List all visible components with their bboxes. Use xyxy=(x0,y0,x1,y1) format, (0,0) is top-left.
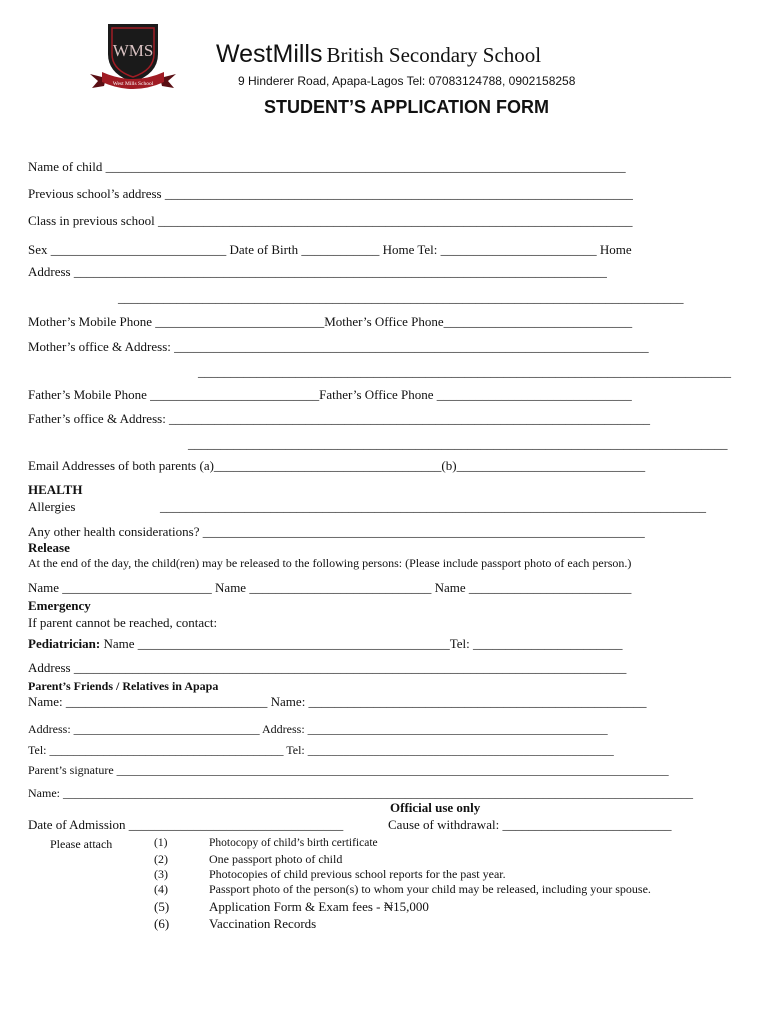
father-office-address-field[interactable]: Father’s office & Address: __________________________________________________________________________ xyxy=(28,411,651,426)
allergies-field[interactable]: ____________________________________________________________________________________ xyxy=(160,499,706,514)
home-address-field[interactable]: Address __________________________________________________________________________________ xyxy=(28,264,607,279)
name-of-child-field[interactable]: Name of child ________________________________________________________________________________ xyxy=(28,159,626,174)
other-health-field[interactable]: Any other health considerations? ____________________________________________________________________ xyxy=(28,524,645,539)
school-address: 9 Hinderer Road, Apapa-Lagos Tel: 07083124788, 0902158258 xyxy=(238,74,576,88)
date-of-admission-field[interactable]: Date of Admission _________________________________ xyxy=(28,817,344,832)
release-heading: Release xyxy=(28,540,70,555)
release-names-row[interactable]: Name _______________________ Name ____________________________ Name _________________________ xyxy=(28,580,632,595)
class-previous-school-field[interactable]: Class in previous school _________________________________________________________________________ xyxy=(28,213,633,228)
form-title: STUDENT’S APPLICATION FORM xyxy=(264,97,549,117)
friends-heading: Parent’s Friends / Relatives in Apapa xyxy=(28,679,219,693)
signature-name-field[interactable]: Name: _________________________________________________________________________________________________________ xyxy=(28,786,693,800)
school-crest-logo xyxy=(88,22,178,94)
emergency-instructions: If parent cannot be reached, contact: xyxy=(28,615,218,630)
attach-item: (5) Application Form & Exam fees - ₦15,000 xyxy=(154,899,429,914)
mother-phone-row[interactable]: Mother’s Mobile Phone __________________________Mother’s Office Phone_____________________________ xyxy=(28,314,633,329)
friends-names-row[interactable]: Name: _______________________________ Name: ____________________________________________________ xyxy=(28,694,647,709)
svg-text:WMS: WMS xyxy=(112,41,154,60)
pediatrician-address-field[interactable]: Address _____________________________________________________________________________________ xyxy=(28,660,627,675)
parent-email-row[interactable]: Email Addresses of both parents (a)___________________________________(b)_____________________________ xyxy=(28,458,646,473)
attach-item: (3) Photocopies of child previous school reports for the past year. xyxy=(154,867,506,881)
parent-signature-field[interactable]: Parent’s signature ____________________________________________________________________________________________ xyxy=(28,763,669,777)
official-use-heading: Official use only xyxy=(390,800,481,815)
release-instructions: At the end of the day, the child(ren) may be released to the following persons: (Please include passport photo of each person.) xyxy=(28,556,632,570)
cause-of-withdrawal-field[interactable]: Cause of withdrawal: __________________________ xyxy=(388,817,672,832)
pediatrician-label: Pediatrician: xyxy=(28,636,101,651)
allergies-label: Allergies xyxy=(28,499,76,514)
father-phone-row[interactable]: Father’s Mobile Phone __________________________Father’s Office Phone ______________________________ xyxy=(28,387,632,402)
school-name-main: WestMills xyxy=(216,40,323,68)
school-name xyxy=(216,40,541,69)
svg-text:West Mills School: West Mills School xyxy=(112,81,154,87)
health-heading: HEALTH xyxy=(28,482,83,497)
home-address-continuation[interactable]: _______________________________________________________________________________________ xyxy=(118,290,684,305)
pediatrician-row[interactable] xyxy=(28,636,623,652)
friends-tel-row[interactable]: Tel: _______________________________________ Tel: ___________________________________________________ xyxy=(28,743,614,757)
friends-addresses-row[interactable]: Address: _______________________________ Address: __________________________________________________ xyxy=(28,722,608,736)
attach-item: (1) Photocopy of child’s birth certificate xyxy=(154,837,378,849)
mother-office-address-continuation[interactable]: __________________________________________________________________________________ xyxy=(198,364,731,379)
school-name-rest: British Secondary School xyxy=(326,43,542,67)
attach-item: (2) One passport photo of child xyxy=(154,852,343,866)
attach-list xyxy=(154,837,651,933)
mother-office-address-field[interactable]: Mother’s office & Address: _________________________________________________________________________ xyxy=(28,339,649,354)
please-attach-label: Please attach xyxy=(50,837,113,851)
sex-dob-hometel-row[interactable]: Sex ___________________________ Date of Birth ____________ Home Tel: ________________________ Home xyxy=(28,242,632,257)
attach-item: (4) Passport photo of the person(s) to whom your child may be released, including your spouse. xyxy=(154,882,651,896)
emergency-heading: Emergency xyxy=(28,598,91,613)
previous-school-field[interactable]: Previous school’s address ________________________________________________________________________ xyxy=(28,186,633,201)
attach-item: (6) Vaccination Records xyxy=(154,916,317,931)
pediatrician-field[interactable]: Name ________________________________________________Tel: _______________________ xyxy=(100,636,623,651)
father-office-address-continuation[interactable]: ___________________________________________________________________________________ xyxy=(188,436,728,451)
